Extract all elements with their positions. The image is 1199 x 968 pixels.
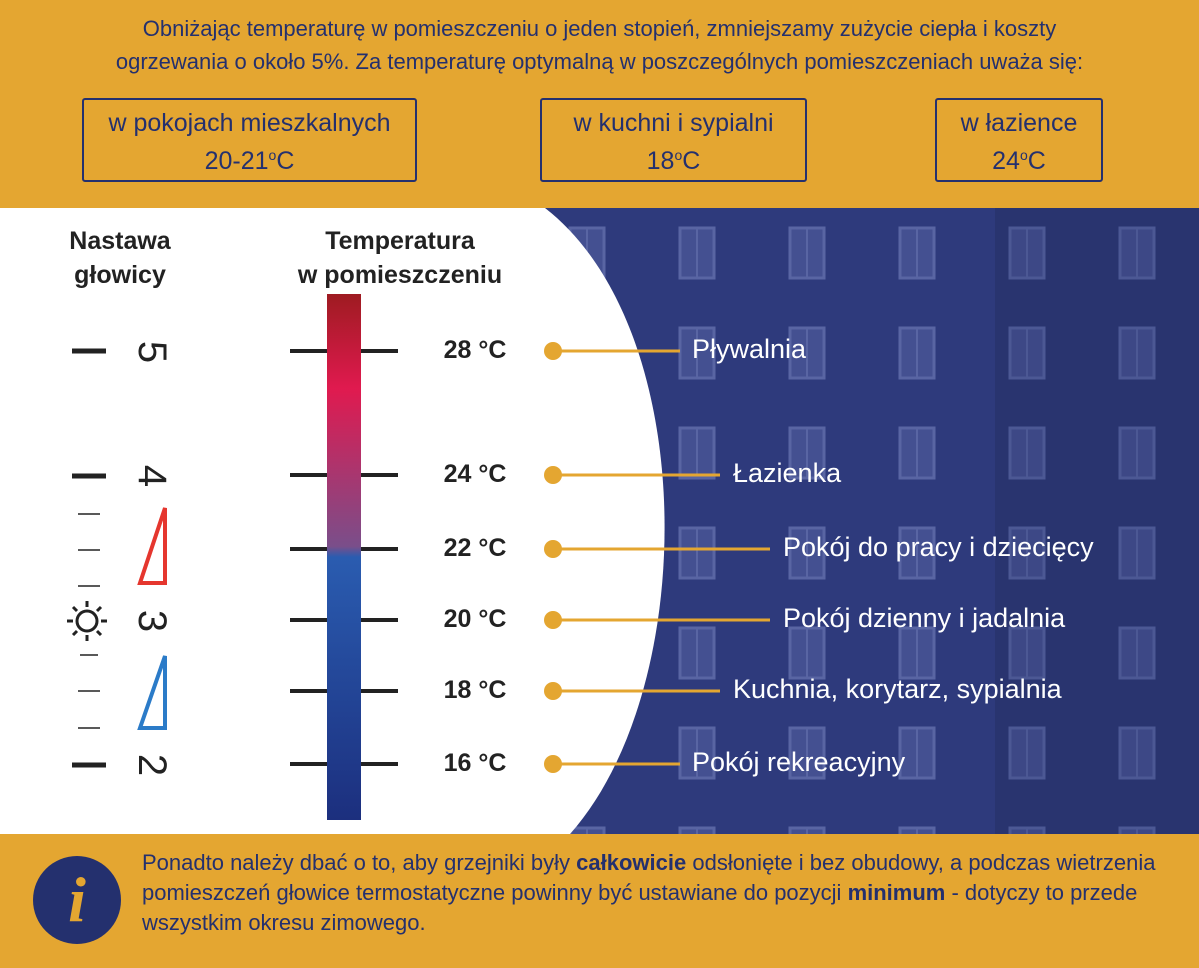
intro-line-2: ogrzewania o około 5%. Za temperaturę optymalną w poszczególnych pomieszczeniach uważa się: bbox=[115, 49, 1084, 74]
box-value: 20-21$^o$C bbox=[204, 147, 295, 175]
temp-label: 24 °C bbox=[443, 460, 507, 488]
optimal-bathroom-box bbox=[935, 98, 1103, 182]
info-footer bbox=[0, 834, 1199, 968]
box-value: 24$^o$C bbox=[992, 147, 1046, 175]
room-label: Pływalnia bbox=[692, 334, 807, 364]
room-label: Pokój rekreacyjny bbox=[692, 747, 906, 777]
intro-text bbox=[20, 12, 1179, 78]
temperature-header-line1: Temperatura bbox=[325, 227, 475, 255]
box-label: w pokojach mieszkalnych bbox=[108, 109, 391, 137]
dial-number-5: 5 bbox=[130, 340, 174, 364]
optimal-kitchen-bedroom-box bbox=[540, 98, 807, 182]
dial-number-4: 4 bbox=[130, 464, 174, 488]
setting-header-line1: Nastawa bbox=[69, 227, 171, 255]
dial-number-3: 3 bbox=[130, 609, 174, 633]
thermometer-bar bbox=[327, 294, 361, 820]
setting-header-line2: głowicy bbox=[74, 261, 166, 289]
temp-label: 18 °C bbox=[443, 676, 507, 704]
optimal-living-rooms-box bbox=[82, 98, 417, 182]
building-photo bbox=[0, 208, 1199, 834]
info-icon: i bbox=[33, 856, 121, 944]
main-section bbox=[0, 208, 1199, 834]
info-text: Ponadto należy dbać o to, aby grzejniki były całkowicie odsłonięte i bez obudowy, a podczas wietrzenia pomieszczeń głowice termostatyczne powinny być ustawiane do pozycji minimum - dotyczy to przede wszystkim okresu zimowego. bbox=[142, 850, 1156, 935]
dial-number-2: 2 bbox=[130, 753, 174, 777]
room-label: Kuchnia, korytarz, sypialnia bbox=[733, 674, 1062, 704]
setting-header bbox=[40, 224, 200, 292]
room-label: Łazienka bbox=[733, 458, 842, 488]
temperature-header-line2: w pomieszczeniu bbox=[297, 261, 503, 289]
box-value: 18$^o$C bbox=[646, 147, 701, 175]
temp-label: 20 °C bbox=[443, 605, 507, 633]
room-label: Pokój dzienny i jadalnia bbox=[783, 603, 1066, 633]
top-banner bbox=[0, 0, 1199, 208]
room-label: Pokój do pracy i dziecięcy bbox=[783, 532, 1094, 562]
temp-label: 22 °C bbox=[443, 534, 507, 562]
temp-label: 16 °C bbox=[443, 749, 507, 777]
box-label: w łazience bbox=[960, 109, 1078, 137]
intro-line-1: Obniżając temperaturę w pomieszczeniu o jeden stopień, zmniejszamy zużycie ciepła i koszty bbox=[142, 16, 1057, 41]
temperature-header bbox=[270, 224, 530, 292]
box-label: w kuchni i sypialni bbox=[573, 109, 774, 137]
temp-label: 28 °C bbox=[443, 336, 507, 364]
